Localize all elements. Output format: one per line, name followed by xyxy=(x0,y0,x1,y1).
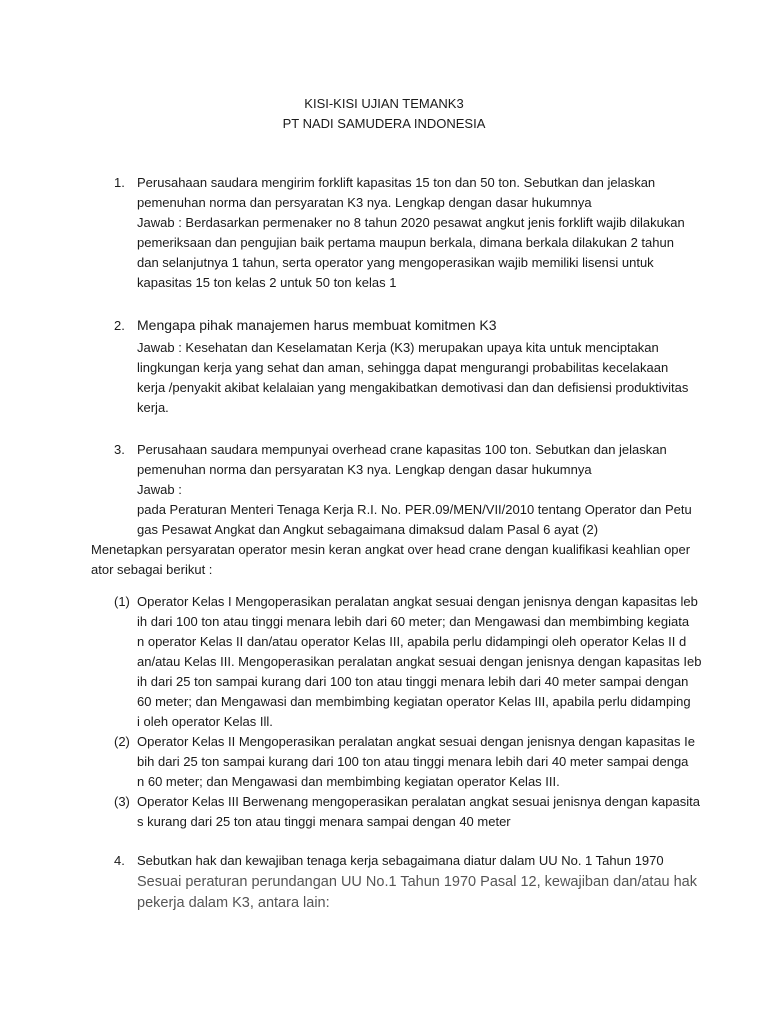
q3-item-line: Operator Kelas I Mengoperasikan peralatan angkat sesuai dengan jenisnya dengan kapasitas leb xyxy=(137,594,698,609)
q4-question: Sebutkan hak dan kewajiban tenaga kerja sebagaimana diatur dalam UU No. 1 Tahun 1970 xyxy=(137,853,664,868)
q3-line: gas Pesawat Angkat dan Angkut sebagaimana dimaksud dalam Pasal 6 ayat (2) xyxy=(137,522,599,537)
q3-item-1-text xyxy=(137,592,702,732)
q3-item-2-number: (2) xyxy=(114,734,130,749)
q3-item-line: Operator Kelas II Mengoperasikan peralatan angkat sesuai dengan jenisnya dengan kapasitas Ie xyxy=(137,734,695,749)
q3-item-line: ih dari 100 ton atau tinggi menara lebih dari 60 meter; dan Mengawasi dan membimbing kegiata xyxy=(137,614,690,629)
q2-line: Jawab : Kesehatan dan Keselamatan Kerja (K3) merupakan upaya kita untuk menciptakan xyxy=(137,340,659,355)
q2-number: 2. xyxy=(114,318,125,333)
q1-line: dan selanjutnya 1 tahun, serta operator yang mengoperasikan wajib memiliki lisensi untuk xyxy=(137,255,654,270)
q3-item-line: 60 meter; dan Mengawasi dan membimbing kegiatan operator Kelas III, apabila perlu didamping xyxy=(137,694,691,709)
q2-line: lingkungan kerja yang sehat dan aman, sehingga dapat mengurangi probabilitas kecelakaan xyxy=(137,360,669,375)
q3-item-line: an/atau Kelas III. Mengoperasikan peralatan angkat sesuai dengan jenisnya dengan kapasitas Ieb xyxy=(137,654,702,669)
q2-line: kerja. xyxy=(137,400,169,415)
q3-item-line: n 60 meter; dan Mengawasi dan membimbing kegiatan operator Kelas III. xyxy=(137,774,560,789)
q1-line: pemenuhan norma dan persyaratan K3 nya. Lengkap dengan dasar hukumnya xyxy=(137,195,592,210)
q3-statement-line: Menetapkan persyaratan operator mesin keran angkat over head crane dengan kualifikasi keahlian oper xyxy=(91,542,691,557)
q2-question: Mengapa pihak manajemen harus membuat komitmen K3 xyxy=(137,317,497,333)
q2-line: kerja /penyakit akibat kelalaian yang mengakibatkan demotivasi dan dan defisiensi produktivitas xyxy=(137,380,689,395)
q3-item-line: ih dari 25 ton sampai kurang dari 100 ton atau tinggi menara lebih dari 40 meter sampai dengan xyxy=(137,674,689,689)
q3-line: pada Peraturan Menteri Tenaga Kerja R.I. No. PER.09/MEN/VII/2010 tentang Operator dan Petu xyxy=(137,502,692,517)
q4-number: 4. xyxy=(114,853,125,868)
doc-title: KISI-KISI UJIAN TEMANK3 xyxy=(304,96,464,111)
q3-item-line: i oleh operator Kelas Ill. xyxy=(137,714,273,729)
q1-line: Perusahaan saudara mengirim forklift kapasitas 15 ton dan 50 ton. Sebutkan dan jelaskan xyxy=(137,175,656,190)
q1-text xyxy=(137,173,685,293)
doc-subtitle: PT NADI SAMUDERA INDONESIA xyxy=(282,116,486,131)
q3-item-3-text xyxy=(137,792,700,832)
q2-answer xyxy=(137,338,689,418)
q3-text xyxy=(137,440,692,540)
q4-answer xyxy=(137,872,697,914)
q3-number: 3. xyxy=(114,442,125,457)
q3-item-1-number: (1) xyxy=(114,594,130,609)
q1-number: 1. xyxy=(114,175,125,190)
q3-item-line: s kurang dari 25 ton atau tinggi menara sampai dengan 40 meter xyxy=(137,814,511,829)
q3-statement-line: ator sebagai berikut : xyxy=(91,562,213,577)
q1-line: Jawab : Berdasarkan permenaker no 8 tahun 2020 pesawat angkut jenis forklift wajib dilakukan xyxy=(137,215,685,230)
q3-item-2-text xyxy=(137,732,695,792)
q3-line: pemenuhan norma dan persyaratan K3 nya. Lengkap dengan dasar hukumnya xyxy=(137,462,592,477)
q3-statement xyxy=(91,540,691,580)
q1-line: kapasitas 15 ton kelas 2 untuk 50 ton kelas 1 xyxy=(137,275,397,290)
q3-line: Perusahaan saudara mempunyai overhead crane kapasitas 100 ton. Sebutkan dan jelaskan xyxy=(137,442,667,457)
q3-item-3-number: (3) xyxy=(114,794,130,809)
q4-line: Sesuai peraturan perundangan UU No.1 Tahun 1970 Pasal 12, kewajiban dan/atau hak xyxy=(137,874,697,890)
q3-item-line: n operator Kelas II dan/atau operator Kelas III, apabila perlu didampingi oleh operator Kelas II d xyxy=(137,634,687,649)
q4-line: pekerja dalam K3, antara lain: xyxy=(137,895,330,911)
q3-item-line: Operator Kelas III Berwenang mengoperasikan peralatan angkat sesuai jenisnya dengan kapasita xyxy=(137,794,700,809)
q1-line: pemeriksaan dan pengujian baik pertama maupun berkala, dimana berkala dilakukan 2 tahun xyxy=(137,235,674,250)
q3-item-line: bih dari 25 ton sampai kurang dari 100 ton atau tinggi menara lebih dari 40 meter sampai denga xyxy=(137,754,689,769)
q3-line: Jawab : xyxy=(137,482,182,497)
